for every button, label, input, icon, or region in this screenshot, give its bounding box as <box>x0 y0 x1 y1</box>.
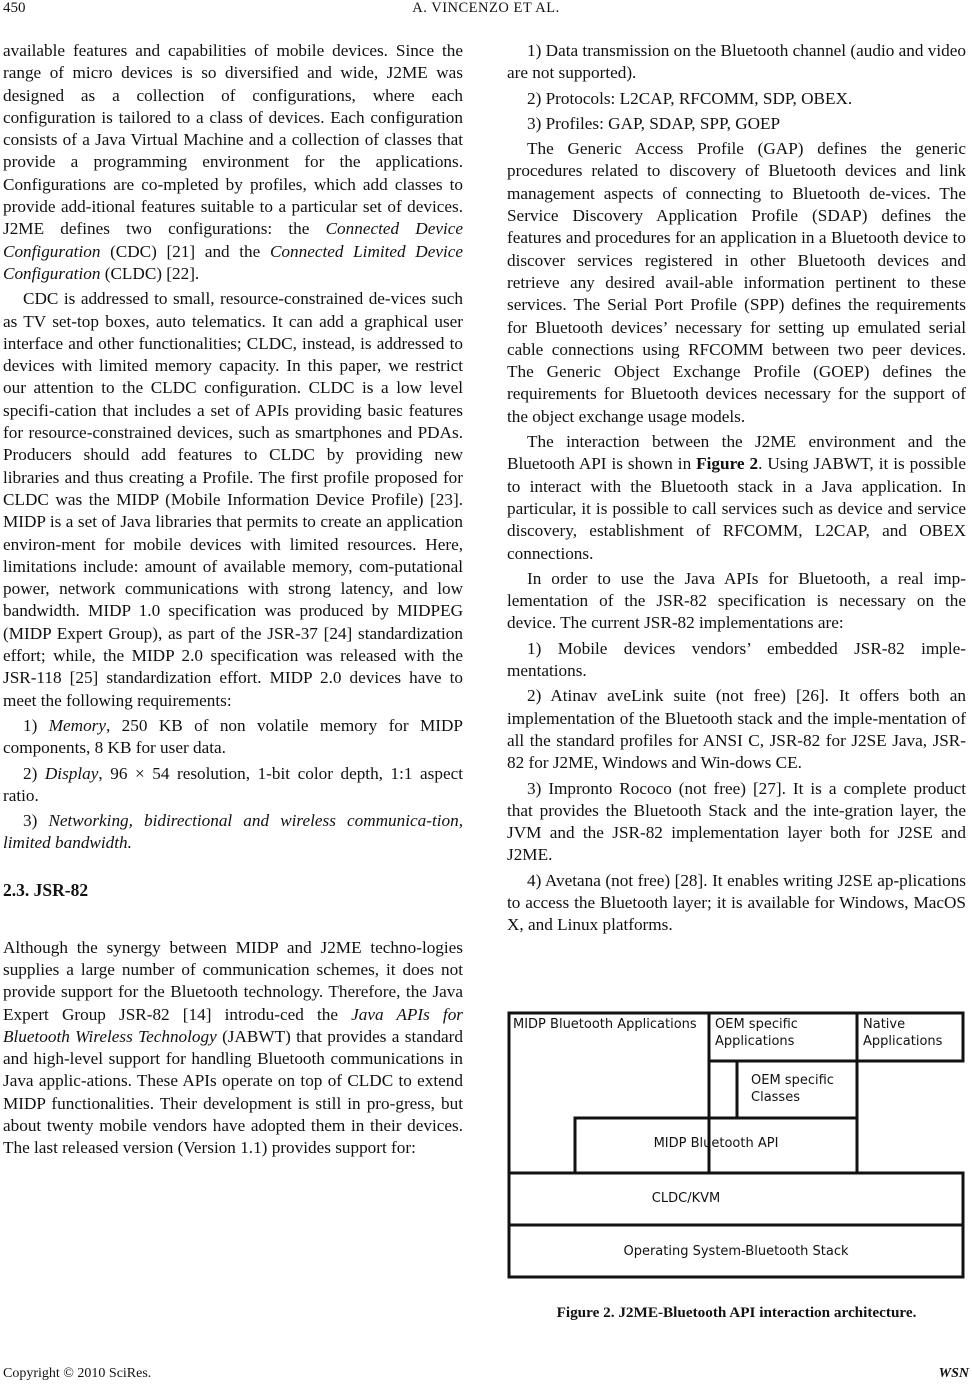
support-item-2: 2) Protocols: L2CAP, RFCOMM, SDP, OBEX. <box>527 88 853 108</box>
box-cldc-kvm <box>509 1173 963 1225</box>
label-midp-bluetooth-applications: MIDP Bluetooth Applications <box>513 1017 697 1032</box>
page-header <box>0 0 972 24</box>
paragraph-profiles: The Generic Access Profile (GAP) defines the generic procedures related to discovery of Bluetooth devices and link management aspects of connecting to Bluetooth de-vices. The Service Discovery Application Profile (SDAP) defines the features and procedures for an application in a Bluetooth device to discover services registered in other Bluetooth devices and retrieve any desired avail-able information pertinent to these services. The Serial Port Profile (SPP) defines the requirements for Bluetooth devices’ necessary for setting up emulated serial cable connections using RFCOMM between two peer devices. The Generic Object Exchange Profile (GOEP) defines the requirements for Bluetooth devices necessary for the support of the object exchange usage models. <box>507 139 966 426</box>
paragraph-jsr82: Although the synergy between MIDP and J2ME techno-logies supplies a large number of communication schemes, it does not provide support for the Bluetooth technology. Therefore, the Java Expert Group JSR-82 [14] introdu-ced the Java APIs for Bluetooth Wireless Technology (JABWT) that provides a standard and high-level support for handling Bluetooth communications in Java applic-ations. These APIs operate on top of CLDC to extend MIDP functionalities. Their development is still in pro-gress, but about twenty mobile vendors have adopted them in their devices. The last released version (Version 1.1) provides support for: <box>3 937 463 1158</box>
support-item-3: 3) Profiles: GAP, SDAP, SPP, GOEP <box>527 113 781 133</box>
label-oem-applications-line1: OEM specific <box>715 1017 798 1032</box>
figure-reference: Figure 2 <box>696 454 759 474</box>
architecture-figure <box>507 1005 966 1279</box>
label-midp-bluetooth-api: MIDP Bluetooth API <box>653 1136 779 1151</box>
implementation-item-1: 1) Mobile devices vendors’ embedded JSR-82 imple-mentations. <box>507 638 966 681</box>
page-number: 450 <box>3 0 26 16</box>
journal-abbrev: WSN <box>938 1366 969 1381</box>
implementation-item-2: 2) Atinav aveLink suite (not free) [26]. It offers both an implementation of the Bluetooth stack and the imple-mentation of all the standard profiles for ANSI C, JSR-82 for J2SE Java, JSR-82 for J2ME, Windows and Win-dows CE. <box>507 686 966 773</box>
paragraph-cdc-cldc: CDC is addressed to small, resource-constrained de-vices such as TV set-top boxes, auto telematics. It can add a graphical user interface and other functionalities; CLDC, instead, is addressed to devices with limited memory capacity. In this paper, we restrict our attention to the CLDC configuration. CLDC is a low level specifi-cation that includes a set of APIs providing basic features for resource-constrained devices, such as smartphones and PDAs. Producers should add features to CLDC by providing new libraries and thus creating a Profile. The first profile proposed for CLDC was the MIDP (Mobile Information Device Profile) [23]. MIDP is a set of Java libraries that permits to create an application environ-ment for mobile devices with limited resources. Here, limitations include: amount of available memory, com-putational power, network communications with strong latency, and low bandwidth. MIDP 1.0 specification was produced by MIDPEG (MIDP Expert Group), as part of the JSR-37 [24] standardization effort; while, the MIDP 2.0 specification was released with the JSR-118 [25] standardization effort. MIDP 2.0 devices have to meet the following requirements: <box>3 289 463 710</box>
copyright: Copyright © 2010 SciRes. <box>3 1366 152 1381</box>
support-item-1: 1) Data transmission on the Bluetooth channel (audio and video are not supported). <box>507 41 966 83</box>
implementation-item-3: 3) Impronto Rococo (not free) [27]. It is a complete product that provides the Bluetooth Stack and the inte-gration layer, the JVM and the JSR-82 implementation layer both for J2SE and J2ME. <box>507 778 966 865</box>
section-heading: 2.3. JSR-82 <box>3 879 89 900</box>
paragraph-implementations: In order to use the Java APIs for Bluetooth, a real imp-lementation of the JSR-82 specification is necessary on the device. The current JSR-82 implementations are: <box>507 568 966 633</box>
implementation-item-4: 4) Avetana (not free) [28]. It enables writing J2SE ap-plications to access the Bluetooth layer; it is available for Windows, MacOS X, and Linux platforms. <box>507 870 966 935</box>
running-head: A. VINCENZO ET AL. <box>412 0 560 16</box>
requirement-memory: 1) Memory, 250 KB of non volatile memory for MIDP components, 8 KB for user data. <box>3 715 463 758</box>
label-native-line2: Applications <box>863 1034 943 1049</box>
label-oem-applications-line2: Applications <box>715 1034 795 1049</box>
figure-caption: Figure 2. J2ME-Bluetooth API interaction architecture. <box>556 1304 917 1321</box>
label-oem-classes-line2: Classes <box>751 1090 800 1105</box>
label-operating-system: Operating System-Bluetooth Stack <box>623 1244 849 1259</box>
paragraph-interaction: The interaction between the J2ME environment and the Bluetooth API is shown in Figure 2. Using JABWT, it is possible to interact with the Bluetooth stack in a Java application. In particular, it is possible to call services such as device and service discovery, establishment of RFCOMM, L2CAP, and OBEX connections. <box>507 432 966 563</box>
right-column <box>507 40 966 940</box>
left-column <box>3 40 463 1163</box>
requirement-networking: 3) Networking, bidirectional and wireless communica-tion, limited bandwidth. <box>3 811 463 853</box>
paragraph-configurations: available features and capabilities of mobile devices. Since the range of micro devices is so diversified and wide, J2ME was designed as a collection of configurations, where each configuration is tailored to a class of devices. Each configuration consists of a Java Virtual Machine and a collection of classes that provide a programming environment for the applications. Configurations are co-mpleted by profiles, which add classes to provide add-itional features suitable to a particular set of devices. J2ME defines two configurations: the Connected Device Configuration (CDC) [21] and the Connected Limited Device Configuration (CLDC) [22]. <box>3 41 463 283</box>
label-oem-classes-line1: OEM specific <box>751 1073 834 1088</box>
label-native-line1: Native <box>863 1017 906 1032</box>
label-cldc-kvm: CLDC/KVM <box>651 1191 721 1206</box>
requirement-display: 2) Display, 96 × 54 resolution, 1-bit color depth, 1:1 aspect ratio. <box>3 763 463 805</box>
